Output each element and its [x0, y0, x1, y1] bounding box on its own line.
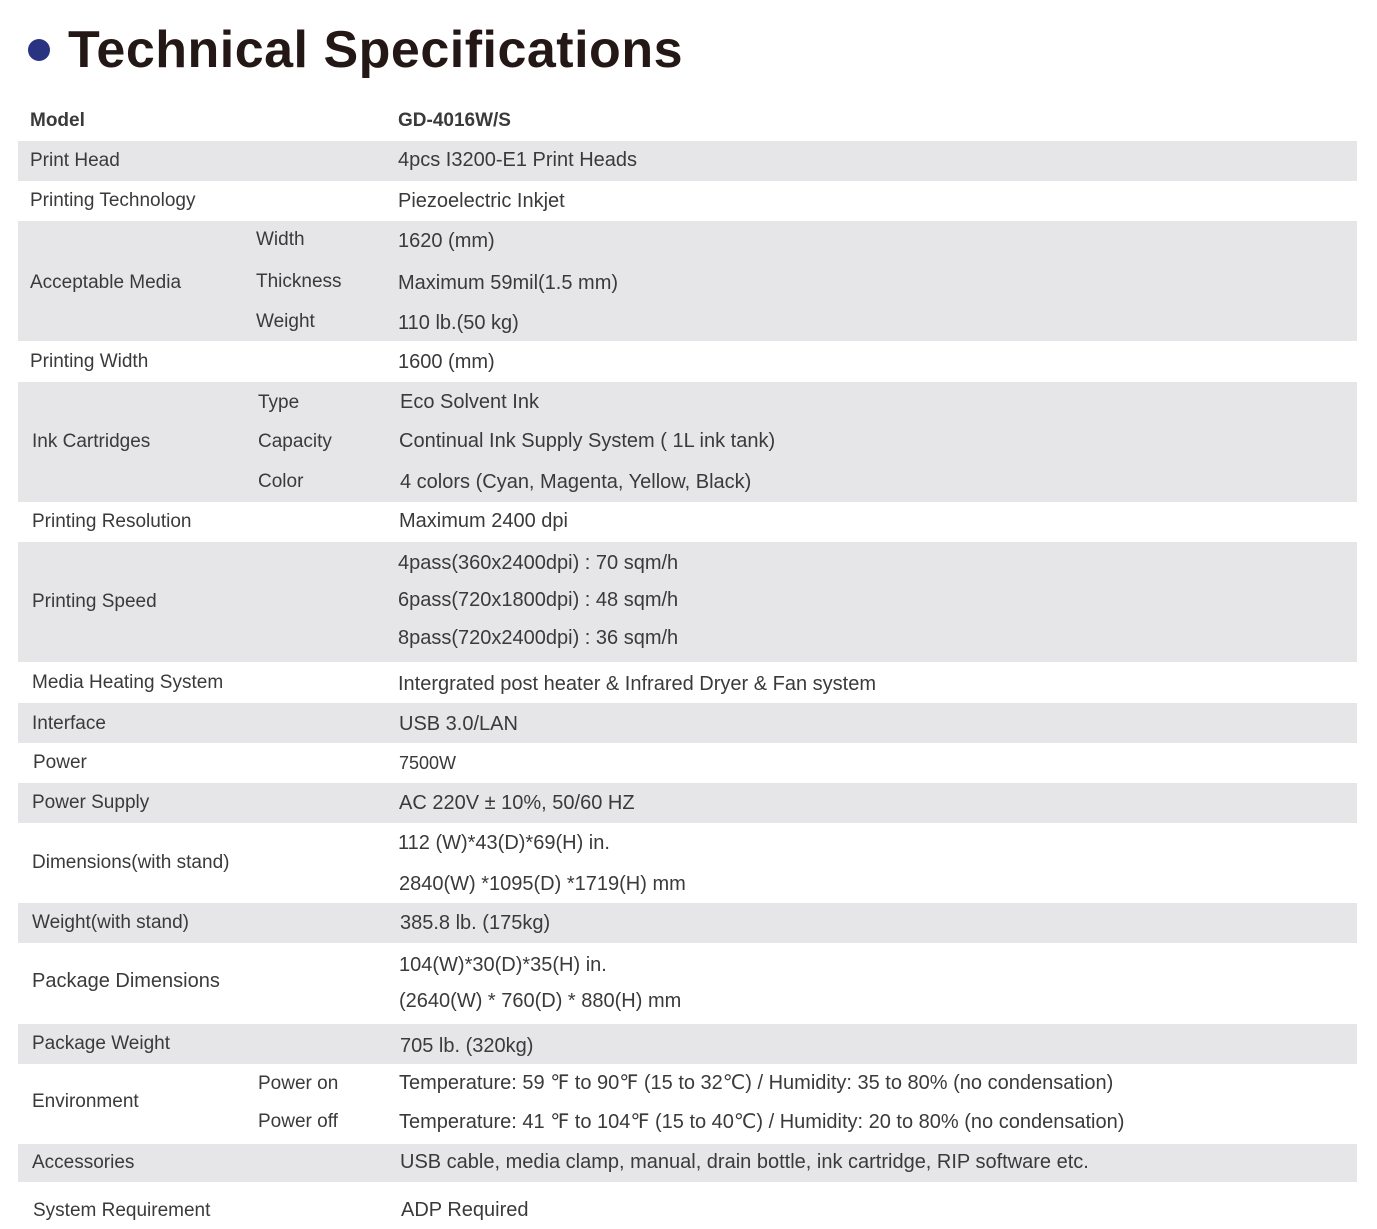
row-label: Printing Speed	[32, 591, 157, 612]
row-print-head	[18, 141, 1357, 181]
row-label: Package Dimensions	[32, 970, 220, 992]
row-label: Power Supply	[32, 792, 150, 813]
sub-label: Power on	[258, 1073, 339, 1094]
row-value: 110 lb.(50 kg)	[398, 312, 519, 334]
row-value: USB 3.0/LAN	[399, 713, 518, 735]
row-package-weight	[18, 1024, 1357, 1064]
row-label: Dimensions(with stand)	[32, 852, 230, 873]
row-value: Temperature: 59 ℉ to 90℉ (15 to 32℃) / Humidity: 35 to 80% (no condensation)	[399, 1072, 1114, 1094]
row-value: GD-4016W/S	[398, 110, 511, 131]
row-weight	[18, 903, 1357, 943]
row-value: 104(W)*30(D)*35(H) in.	[399, 954, 607, 976]
sub-label: Width	[256, 229, 305, 250]
row-power-supply	[18, 783, 1357, 823]
row-acceptable-media	[18, 221, 1357, 341]
row-label: Accessories	[32, 1152, 135, 1173]
row-accessories	[18, 1144, 1357, 1182]
row-ink-cartridges	[18, 382, 1357, 502]
row-package-dimensions	[18, 943, 1357, 1024]
row-value: 112 (W)*43(D)*69(H) in.	[398, 832, 610, 854]
row-value: 6pass(720x1800dpi) : 48 sqm/h	[398, 589, 679, 611]
row-power	[18, 743, 1357, 783]
row-label: Package Weight	[32, 1033, 171, 1054]
page-title	[28, 18, 683, 82]
row-printing-speed	[18, 542, 1357, 662]
row-value: Maximum 59mil(1.5 mm)	[398, 272, 619, 294]
row-value: 385.8 lb. (175kg)	[400, 912, 551, 934]
sub-label: Capacity	[258, 431, 332, 452]
sub-label: Thickness	[256, 271, 342, 292]
row-value: 8pass(720x2400dpi) : 36 sqm/h	[398, 627, 679, 649]
row-value: Piezoelectric Inkjet	[398, 190, 565, 212]
row-environment	[18, 1064, 1357, 1144]
row-value: Temperature: 41 ℉ to 104℉ (15 to 40℃) / Humidity: 20 to 80% (no condensation)	[399, 1111, 1125, 1133]
row-value: Continual Ink Supply System ( 1L ink tank)	[399, 430, 776, 452]
row-value: 705 lb. (320kg)	[400, 1035, 534, 1057]
row-printing-width	[18, 341, 1357, 382]
row-dimensions	[18, 823, 1357, 903]
row-interface	[18, 703, 1357, 743]
row-label: Acceptable Media	[30, 272, 182, 293]
row-label: Model	[30, 110, 85, 131]
row-value: 1600 (mm)	[398, 351, 495, 373]
bullet-dot-icon	[28, 39, 50, 61]
row-label: Printing Resolution	[32, 511, 192, 532]
row-value: Maximum 2400 dpi	[399, 510, 568, 532]
row-value: AC 220V ± 10%, 50/60 HZ	[399, 792, 635, 814]
sub-label: Color	[258, 471, 304, 492]
row-label: Interface	[32, 713, 106, 734]
row-printing-technology	[18, 181, 1357, 221]
row-value: 4pass(360x2400dpi) : 70 sqm/h	[398, 552, 679, 574]
row-value: 7500W	[399, 753, 457, 773]
sub-label: Type	[258, 392, 300, 413]
row-value: USB cable, media clamp, manual, drain bottle, ink cartridge, RIP software etc.	[400, 1151, 1089, 1173]
row-printing-resolution	[18, 502, 1357, 542]
row-value: 1620 (mm)	[398, 230, 495, 252]
row-value: ADP Required	[401, 1199, 529, 1221]
row-media-heating	[18, 662, 1357, 703]
sub-label: Power off	[258, 1111, 338, 1132]
row-value: 4pcs I3200-E1 Print Heads	[398, 149, 638, 171]
row-value: Intergrated post heater & Infrared Dryer & Fan system	[398, 673, 876, 695]
sub-label: Weight	[256, 311, 315, 332]
row-value: (2640(W) * 760(D) * 880(H) mm	[399, 990, 682, 1012]
row-label: Media Heating System	[32, 672, 224, 693]
row-value: 4 colors (Cyan, Magenta, Yellow, Black)	[400, 471, 752, 493]
row-system-requirement	[18, 1182, 1357, 1229]
title-text: Technical Specifications	[68, 21, 684, 79]
row-label: Weight(with stand)	[32, 912, 189, 933]
row-value: Eco Solvent Ink	[400, 391, 539, 413]
row-value: 2840(W) *1095(D) *1719(H) mm	[399, 873, 686, 895]
row-label: Printing Width	[30, 351, 149, 372]
row-label: Power	[33, 752, 87, 773]
row-label: Print Head	[30, 150, 120, 171]
row-label: Ink Cartridges	[32, 431, 151, 452]
row-label: System Requirement	[33, 1200, 211, 1221]
row-label: Environment	[32, 1091, 139, 1112]
row-label: Printing Technology	[30, 190, 196, 211]
row-model	[18, 101, 1357, 141]
